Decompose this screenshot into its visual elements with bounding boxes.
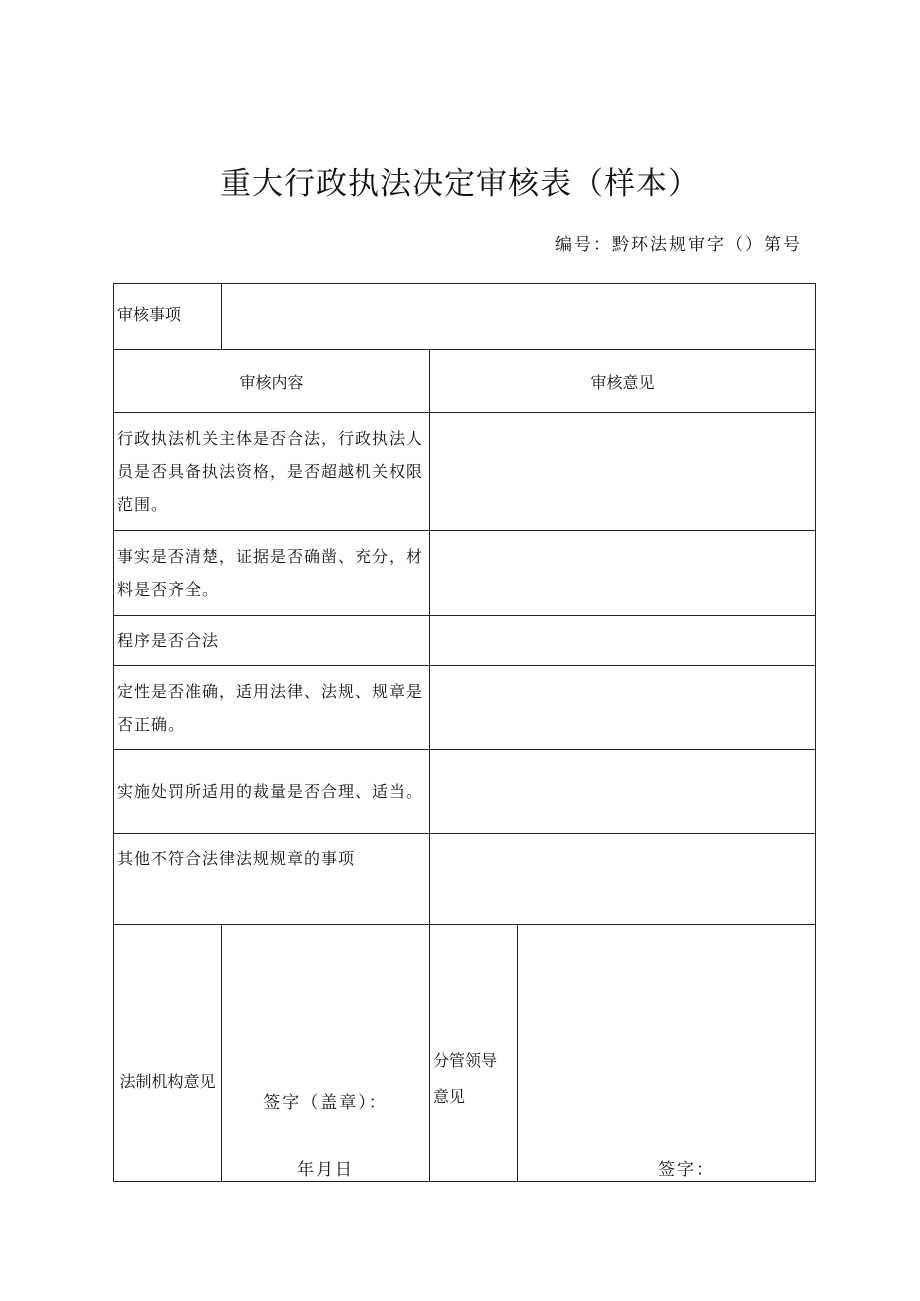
table-row xyxy=(114,531,816,616)
opinion-column-header: 审核意见 xyxy=(430,350,816,413)
review-item-row xyxy=(114,284,816,350)
legal-opinion-label xyxy=(114,925,222,1182)
leader-opinion-label-text: 分管领导意见 xyxy=(433,1051,498,1106)
table-row xyxy=(114,834,816,925)
table-row xyxy=(114,666,816,750)
review-content-cell: 行政执法机关主体是否合法，行政执法人员是否具备执法资格，是否超越机关权限范围。 xyxy=(114,413,430,531)
review-form-table xyxy=(113,283,816,1182)
review-content-cell: 其他不符合法律法规规章的事项 xyxy=(114,834,430,925)
signature-row xyxy=(114,925,816,1182)
table-row xyxy=(114,750,816,834)
review-item-field[interactable] xyxy=(222,284,816,350)
leader-opinion-signature-area[interactable] xyxy=(518,925,816,1182)
review-opinion-cell[interactable] xyxy=(430,531,816,616)
review-content-cell: 定性是否准确，适用法律、法规、规章是否正确。 xyxy=(114,666,430,750)
review-opinion-cell[interactable] xyxy=(430,750,816,834)
review-content-cell: 事实是否清楚，证据是否确凿、充分，材料是否齐全。 xyxy=(114,531,430,616)
table-row xyxy=(114,616,816,666)
review-item-label: 审核事项 xyxy=(114,284,222,350)
review-content-cell: 实施处罚所适用的裁量是否合理、适当。 xyxy=(114,750,430,834)
table-row xyxy=(114,413,816,531)
leader-signature-label: 签字： xyxy=(658,1160,715,1180)
legal-signature-label: 签字（盖章）： xyxy=(263,1093,388,1113)
header-row xyxy=(114,350,816,413)
review-opinion-cell[interactable] xyxy=(430,413,816,531)
legal-date-label: 年月日 xyxy=(297,1160,354,1180)
legal-opinion-label-text: 法制机构意见 xyxy=(119,1072,216,1091)
review-opinion-cell[interactable] xyxy=(430,616,816,666)
content-column-header: 审核内容 xyxy=(114,350,430,413)
legal-opinion-signature-area[interactable] xyxy=(222,925,430,1182)
review-opinion-cell[interactable] xyxy=(430,834,816,925)
review-opinion-cell[interactable] xyxy=(430,666,816,750)
review-content-cell: 程序是否合法 xyxy=(114,616,430,666)
page-title: 重大行政执法决定审核表（样本） xyxy=(220,166,700,202)
leader-opinion-label xyxy=(430,925,518,1182)
document-number: 编号：黔环法规审字（）第号 xyxy=(555,235,802,255)
